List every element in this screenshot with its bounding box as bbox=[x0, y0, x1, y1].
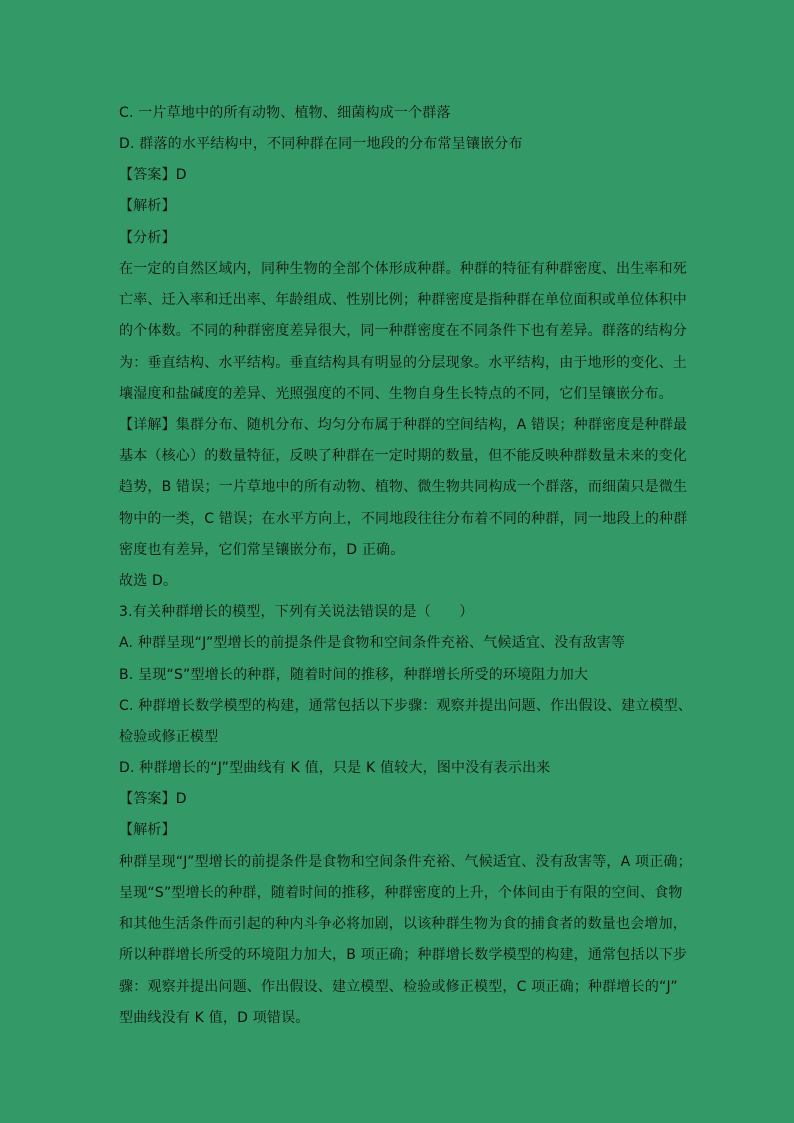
paragraph-line: 壤湿度和盐碱度的差异、光照强度的不同、生物自身生长特点的不同，它们呈镶嵌分布。 bbox=[119, 386, 673, 402]
question-3-option-b: B. 呈现“S”型增长的种群，随着时间的推移，种群增长所受的环境阻力加大 bbox=[119, 667, 589, 683]
paragraph-line: 在一定的自然区域内，同种生物的全部个体形成种群。种群的特征有种群密度、出生率和死 bbox=[119, 261, 687, 277]
question-3-option-d: D. 种群增长的“J”型曲线有 K 值，只是 K 值较大，图中没有表示出来 bbox=[119, 760, 551, 776]
analysis-line: 所以种群增长所受的环境阻力加大，B 项正确；种群增长数学模型的构建，通常包括以下步 bbox=[119, 947, 688, 963]
answer-label: 【答案】D bbox=[119, 791, 187, 807]
analysis-line: 骤：观察并提出问题、作出假设、建立模型、检验或修正模型，C 项正确；种群增长的“J” bbox=[119, 979, 678, 995]
paragraph-line: 亡率、迁入率和迁出率、年龄组成、性别比例；种群密度是指种群在单位面积或单位体积中 bbox=[119, 292, 687, 308]
analysis-line: 种群呈现“J”型增长的前提条件是食物和空间条件充裕、气候适宜、没有敌害等，A 项正确； bbox=[119, 854, 692, 870]
paragraph-line: 为：垂直结构、水平结构。垂直结构具有明显的分层现象。水平结构，由于地形的变化、土 bbox=[119, 355, 687, 371]
answer-label: 【答案】D bbox=[119, 167, 187, 183]
analysis-heading: 【解析】 bbox=[119, 198, 176, 214]
conclusion-line: 故选 D。 bbox=[119, 573, 178, 589]
paragraph-line: 的个体数。不同的种群密度差异很大，同一种群密度在不同条件下也有差异。群落的结构分 bbox=[119, 323, 687, 339]
question-3-stem: 3.有关种群增长的模型，下列有关说法错误的是（ ） bbox=[119, 604, 474, 620]
analysis-line: 和其他生活条件而引起的种内斗争必将加剧，以该种群生物为食的捕食者的数量也会增加， bbox=[119, 916, 687, 932]
option-c-text: C. 一片草地中的所有动物、植物、细菌构成一个群落 bbox=[119, 105, 451, 121]
question-3-option-c-cont: 检验或修正模型 bbox=[119, 729, 219, 745]
detail-line: 密度也有差异，它们常呈镶嵌分布，D 正确。 bbox=[119, 542, 405, 558]
detail-line: 趋势，B 错误；一片草地中的所有动物、植物、微生物共同构成一个群落，而细菌只是微生 bbox=[119, 479, 688, 495]
detail-line: 物中的一类，C 错误；在水平方向上，不同地段往往分布着不同的种群，同一地段上的种群 bbox=[119, 511, 688, 527]
option-d-text: D. 群落的水平结构中，不同种群在同一地段的分布常呈镶嵌分布 bbox=[119, 136, 523, 152]
detail-line: 基本（核心）的数量特征，反映了种群在一定时期的数量，但不能反映种群数量未来的变化 bbox=[119, 448, 687, 464]
fenxi-heading: 【分析】 bbox=[119, 230, 176, 246]
question-3-option-a: A. 种群呈现“J”型增长的前提条件是食物和空间条件充裕、气候适宜、没有敌害等 bbox=[119, 635, 626, 651]
detail-line: 【详解】集群分布、随机分布、均匀分布属于种群的空间结构，A 错误；种群密度是种群最 bbox=[119, 417, 688, 433]
analysis-heading: 【解析】 bbox=[119, 822, 176, 838]
analysis-line: 呈现“S”型增长的种群，随着时间的推移，种群密度的上升，个体间由于有限的空间、食物 bbox=[119, 885, 683, 901]
question-3-option-c: C. 种群增长数学模型的构建，通常包括以下步骤：观察并提出问题、作出假设、建立模型、 bbox=[119, 698, 693, 714]
analysis-line: 型曲线没有 K 值，D 项错误。 bbox=[119, 1010, 310, 1026]
